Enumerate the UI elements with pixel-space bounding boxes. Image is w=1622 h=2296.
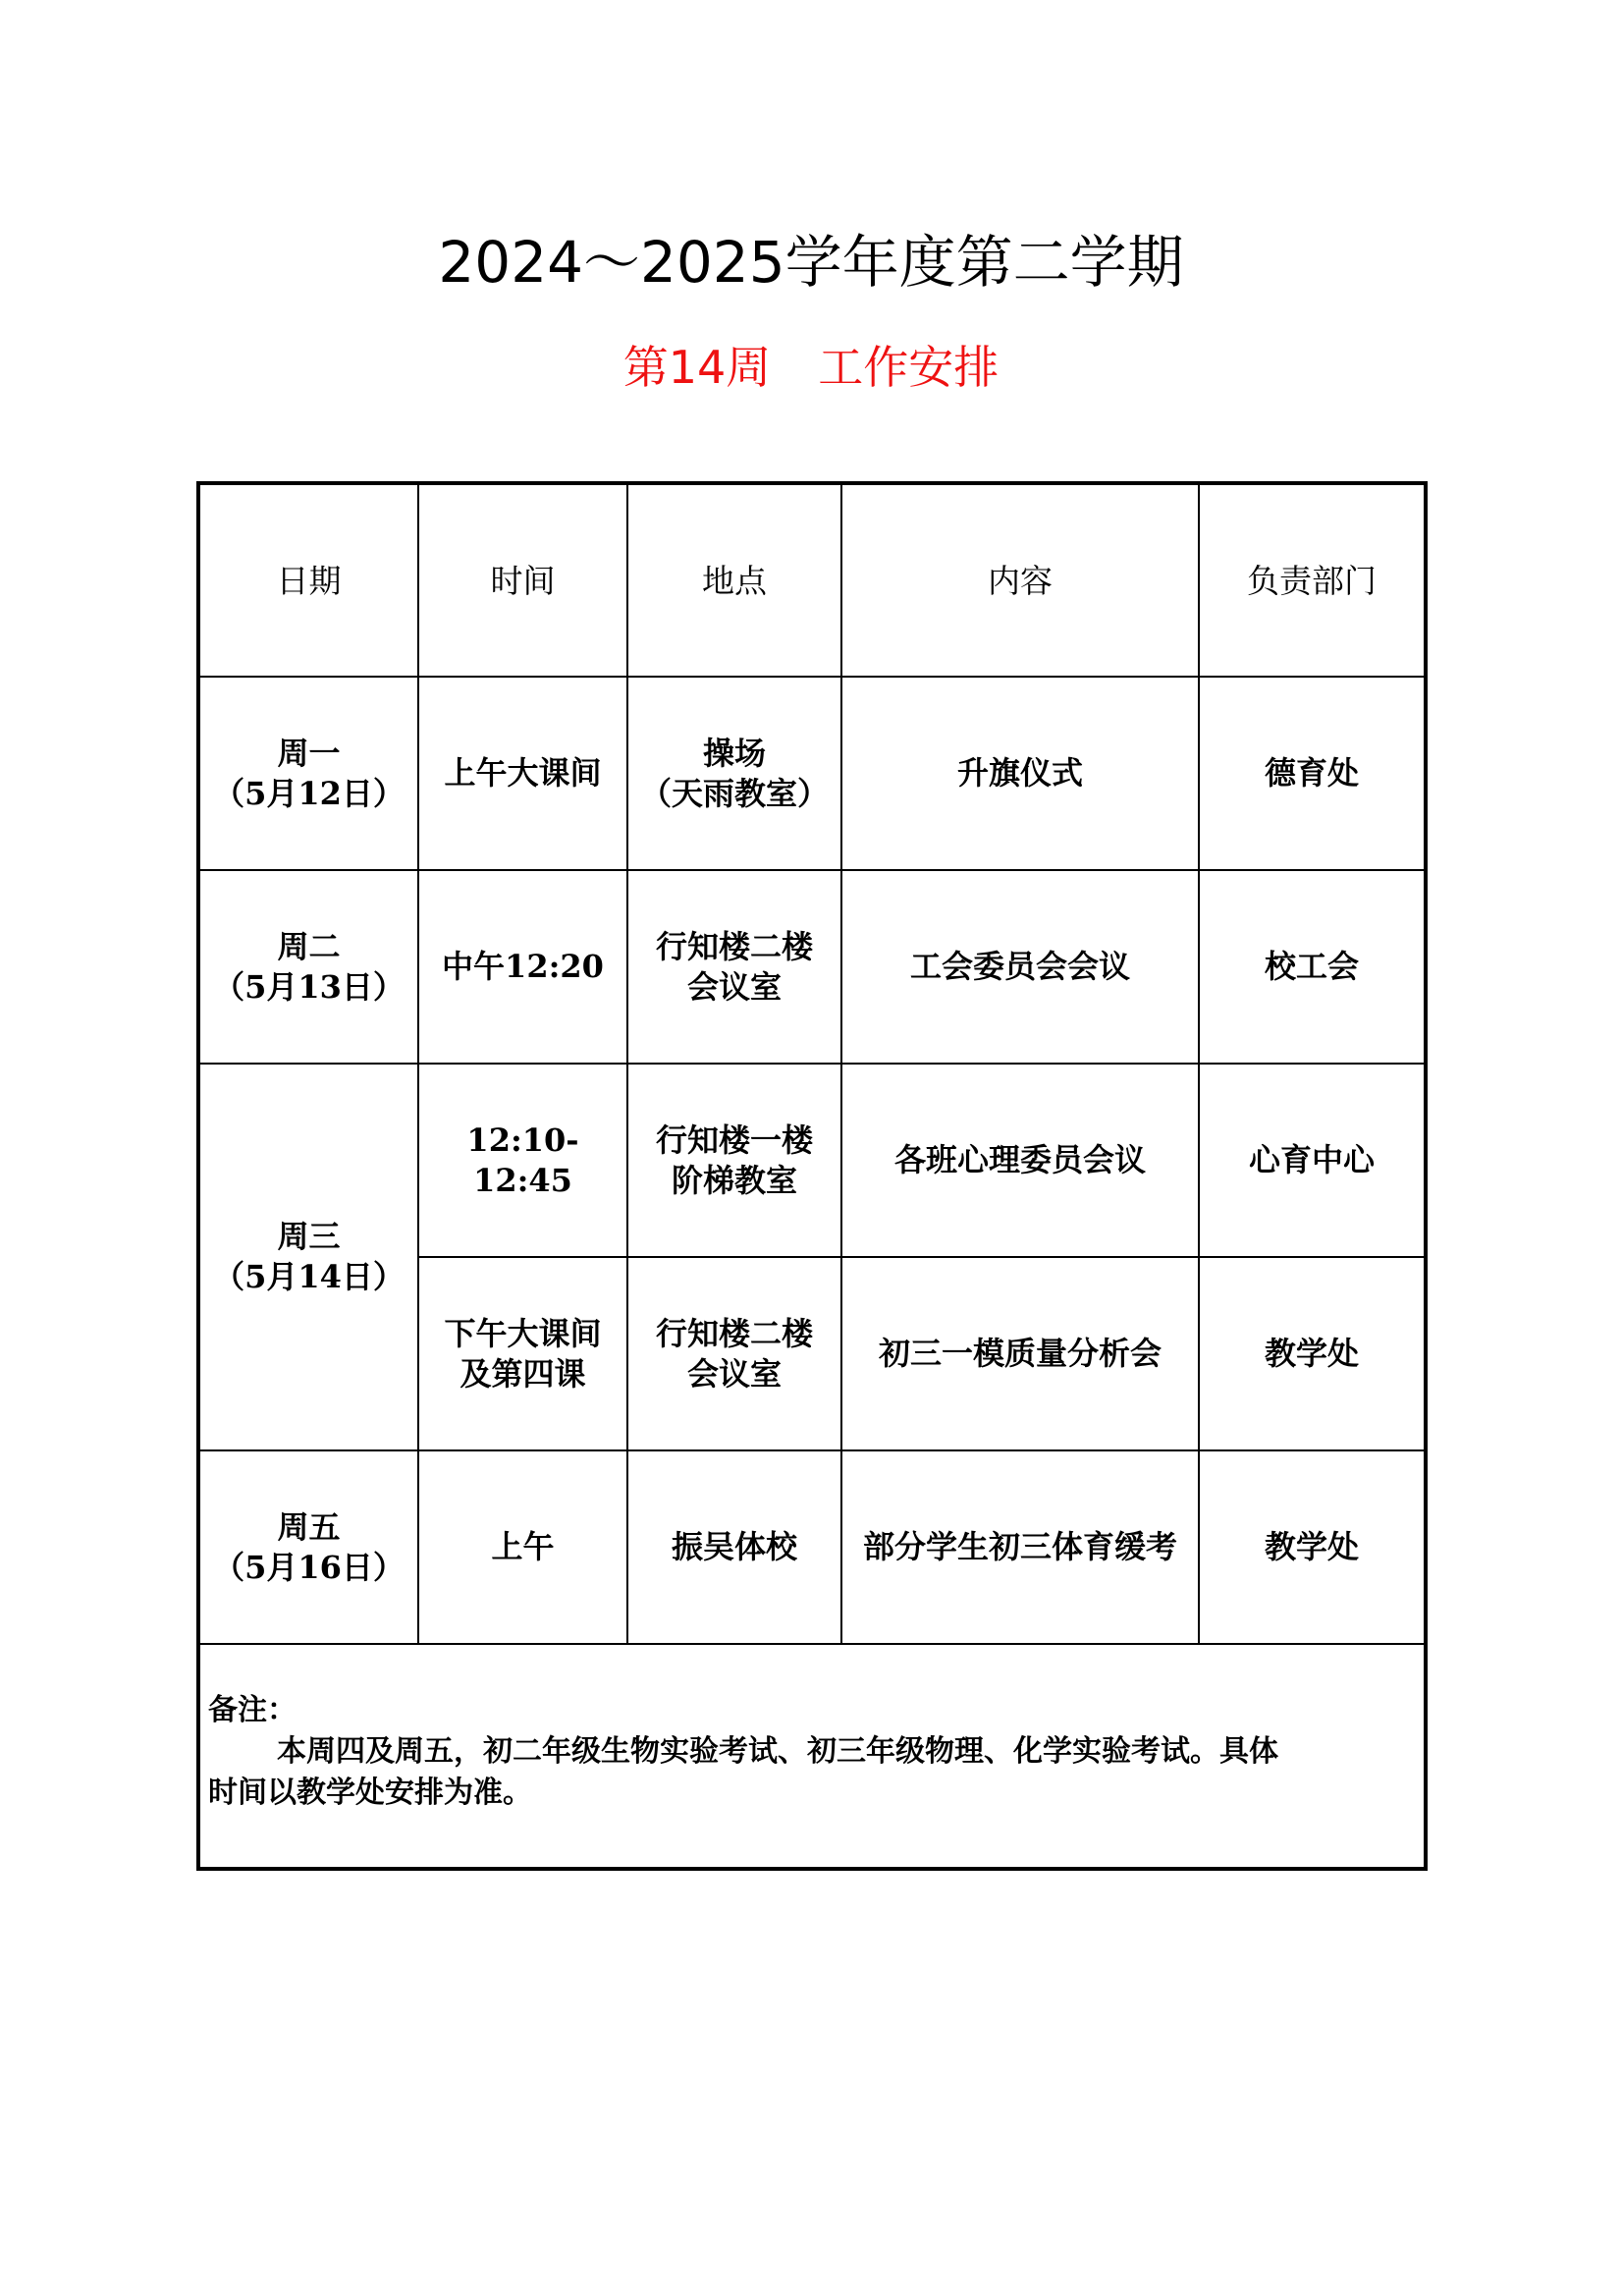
column-header-dept: 负责部门 xyxy=(1199,483,1426,677)
place-text: 操场 xyxy=(702,734,766,772)
content-cell: 初三一模质量分析会 xyxy=(841,1257,1199,1450)
place-text: 会议室 xyxy=(686,1354,782,1393)
time-cell xyxy=(418,677,627,870)
table-row xyxy=(198,1450,1426,1644)
subtitle-label: 工作安排 xyxy=(818,341,1000,394)
place-text: 行知楼二楼 xyxy=(655,927,813,965)
time-cell xyxy=(418,1064,627,1257)
table-row xyxy=(198,870,1426,1064)
weekday: 周三 xyxy=(277,1218,341,1255)
weekday: 周二 xyxy=(277,927,341,965)
column-header-time: 时间 xyxy=(418,483,627,677)
weekday: 周一 xyxy=(277,734,341,772)
place-text: 行知楼二楼 xyxy=(655,1314,813,1352)
date: （5月14日） xyxy=(213,1258,405,1295)
time-cell xyxy=(418,870,627,1064)
notes-text-line: 时间以教学处安排为准。 xyxy=(208,1776,532,1810)
dept-cell: 教学处 xyxy=(1199,1450,1426,1644)
time-cell xyxy=(418,1450,627,1644)
date-cell xyxy=(198,677,418,870)
place-text: 阶梯教室 xyxy=(671,1161,797,1199)
week-label: 第14周 xyxy=(622,341,772,394)
place-cell xyxy=(627,1450,841,1644)
time-text: 上午大课间 xyxy=(444,754,602,792)
notes-text: 本周四及周五，初二年级生物实验考试、初三年级物理、化学实验考试。具体 xyxy=(277,1734,1278,1769)
schedule-table xyxy=(196,481,1428,1871)
table-row xyxy=(198,677,1426,870)
date-cell xyxy=(198,1064,418,1450)
time-text: 12:10-12:45 xyxy=(466,1121,579,1199)
notes-cell xyxy=(198,1644,1426,1869)
time-text: 上午 xyxy=(491,1528,555,1565)
dept-cell: 教学处 xyxy=(1199,1257,1426,1450)
dept-cell: 校工会 xyxy=(1199,870,1426,1064)
content-cell: 工会委员会会议 xyxy=(841,870,1199,1064)
place-cell xyxy=(627,1064,841,1257)
column-header-content: 内容 xyxy=(841,483,1199,677)
time-text: 中午12:20 xyxy=(442,948,604,985)
notes-text-line xyxy=(208,1731,1414,1773)
time-cell xyxy=(418,1257,627,1450)
date: （5月13日） xyxy=(213,967,405,1006)
date-cell xyxy=(198,1450,418,1644)
time-text: 及第四课 xyxy=(460,1354,586,1393)
place-text: （天雨教室） xyxy=(639,774,829,812)
notes-label: 备注： xyxy=(208,1693,297,1727)
content-cell: 升旗仪式 xyxy=(841,677,1199,870)
weekday: 周五 xyxy=(277,1507,341,1546)
place-text: 会议室 xyxy=(686,967,782,1006)
place-text: 行知楼一楼 xyxy=(655,1121,813,1159)
date: （5月12日） xyxy=(213,774,405,812)
dept-cell: 心育中心 xyxy=(1199,1064,1426,1257)
content-cell: 部分学生初三体育缓考 xyxy=(841,1450,1199,1644)
place-text: 振吴体校 xyxy=(671,1528,797,1565)
place-cell xyxy=(627,677,841,870)
content-cell: 各班心理委员会议 xyxy=(841,1064,1199,1257)
date: （5月16日） xyxy=(213,1548,405,1586)
place-cell xyxy=(627,1257,841,1450)
column-header-place: 地点 xyxy=(627,483,841,677)
dept-cell: 德育处 xyxy=(1199,677,1426,870)
page-title: 2024～2025学年度第二学期 xyxy=(438,229,1184,296)
notes-row xyxy=(198,1644,1426,1869)
place-cell xyxy=(627,870,841,1064)
page-subtitle xyxy=(0,328,1622,407)
table-header-row xyxy=(198,483,1426,677)
time-text: 下午大课间 xyxy=(444,1314,602,1352)
column-header-date: 日期 xyxy=(198,483,418,677)
date-cell xyxy=(198,870,418,1064)
table-row xyxy=(198,1064,1426,1257)
